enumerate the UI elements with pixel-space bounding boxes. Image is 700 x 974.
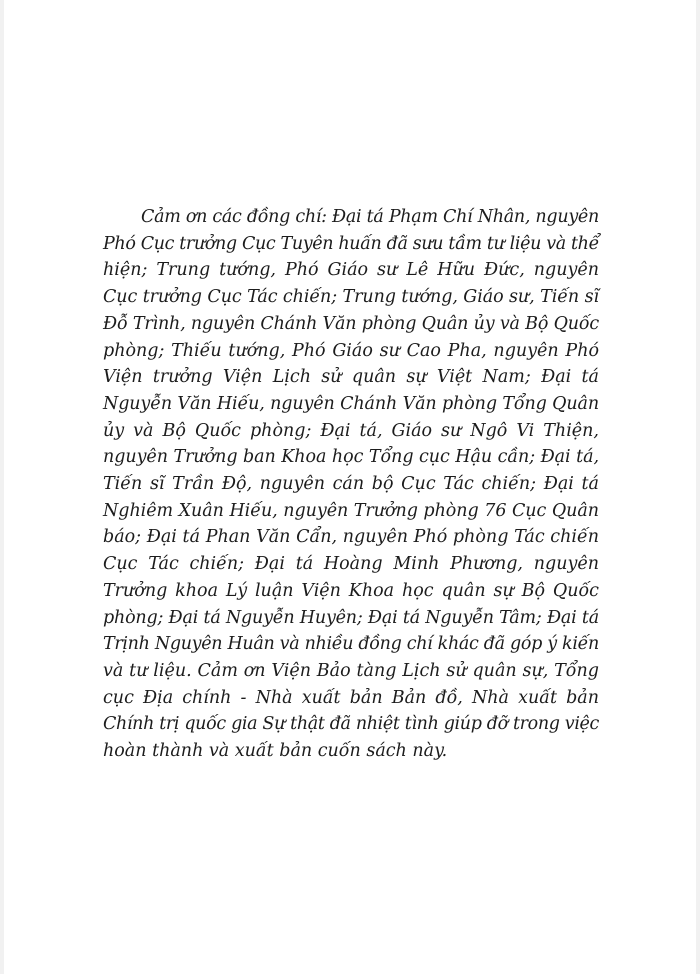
paragraph-line: phòng; Đại tá Nguyễn Huyên; Đại tá Nguyễn Tâm; Đại tá (103, 607, 599, 628)
paragraph-line: Trịnh Nguyên Huân và nhiều đồng chí khác đã góp ý kiến (103, 634, 599, 655)
paragraph-line: báo; Đại tá Phan Văn Cẩn, nguyên Phó phòng Tác chiến (103, 527, 599, 548)
paragraph-line: nguyên Trưởng ban Khoa học Tổng cục Hậu cần; Đại tá, (103, 447, 599, 468)
acknowledgement-paragraph (103, 204, 599, 765)
paragraph-line: Chính trị quốc gia Sự thật đã nhiệt tình giúp đỡ trong việc (103, 714, 599, 735)
document-page (4, 0, 696, 974)
paragraph-line: hoàn thành và xuất bản cuốn sách này. (103, 741, 448, 762)
paragraph-line: Phó Cục trưởng Cục Tuyên huấn đã sưu tầm tư liệu và thể (103, 233, 599, 254)
paragraph-line: Trưởng khoa Lý luận Viện Khoa học quân sự Bộ Quốc (103, 580, 599, 601)
paragraph-line: hiện; Trung tướng, Phó Giáo sư Lê Hữu Đức, nguyên (103, 260, 599, 281)
paragraph-line: Nghiêm Xuân Hiếu, nguyên Trưởng phòng 76 Cục Quân (103, 500, 599, 521)
paragraph-line: cục Địa chính - Nhà xuất bản Bản đồ, Nhà xuất bản (103, 687, 599, 708)
paragraph-line: và tư liệu. Cảm ơn Viện Bảo tàng Lịch sử quân sự, Tổng (103, 660, 599, 681)
paragraph-line: Nguyễn Văn Hiếu, nguyên Chánh Văn phòng Tổng Quân (103, 393, 599, 414)
paragraph-line: Cảm ơn các đồng chí: Đại tá Phạm Chí Nhân, nguyên (141, 207, 599, 227)
paragraph-line: Viện trưởng Viện Lịch sử quân sự Việt Nam; Đại tá (103, 367, 599, 388)
paragraph-line: Đỗ Trình, nguyên Chánh Văn phòng Quân ủy và Bộ Quốc (103, 313, 599, 334)
paragraph-line: phòng; Thiếu tướng, Phó Giáo sư Cao Pha, nguyên Phó (103, 340, 599, 361)
paragraph-line: ủy và Bộ Quốc phòng; Đại tá, Giáo sư Ngô Vi Thiện, (103, 420, 599, 441)
paragraph-line: Cục Tác chiến; Đại tá Hoàng Minh Phương, nguyên (103, 554, 599, 575)
paragraph-line: Tiến sĩ Trần Độ, nguyên cán bộ Cục Tác chiến; Đại tá (103, 474, 599, 495)
paragraph-line: Cục trưởng Cục Tác chiến; Trung tướng, Giáo sư, Tiến sĩ (103, 287, 599, 308)
